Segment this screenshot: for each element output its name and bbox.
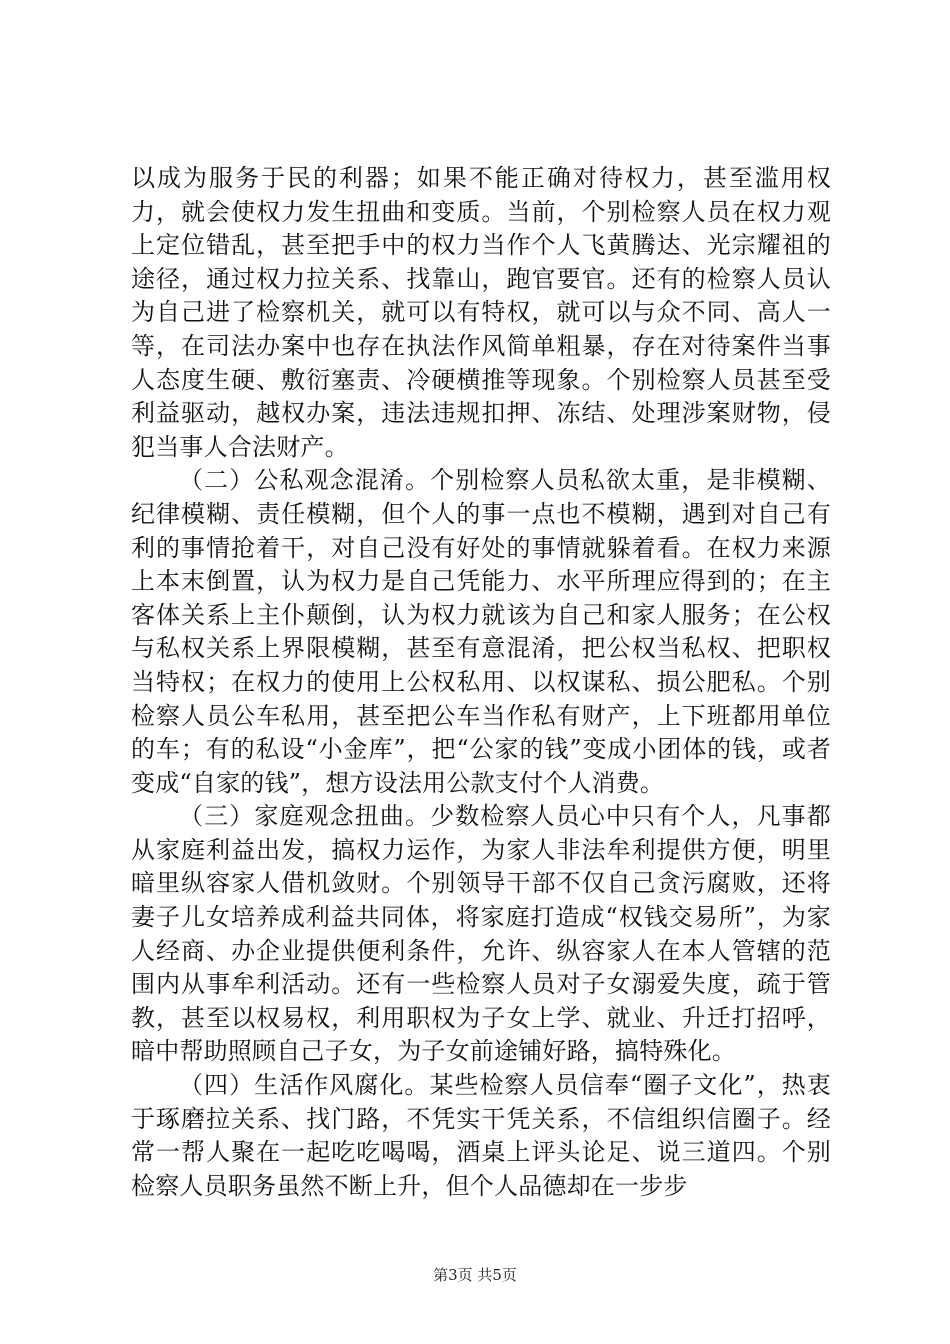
page-footer: 第3页 共5页 <box>433 1266 517 1284</box>
paragraph-3: （三）家庭观念扭曲。少数检察人员心中只有个人，凡事都从家庭利益出发，搞权力运作，为家人非法牟利提供方便，明里暗里纵容家人借机敛财。个别领导干部不仅自己贪污腐败，还将妻子儿女培养成利益共同体，将家庭打造成“权钱交易所”，为家人经商、办企业提供便利条件，允许、纵容家人在本人管辖的范围内从事牟利活动。还有一些检察人员对子女溺爱失度，疏于管教，甚至以权易权，利用职权为子女上学、就业、升迁打招呼，暗中帮助照顾自己子女，为子女前途铺好路，搞特殊化。 <box>131 802 831 1066</box>
paragraph-2: （二）公私观念混淆。个别检察人员私欲太重，是非模糊、纪律模糊、责任模糊，但个人的事一点也不模糊，遇到对自己有利的事情抢着干，对自己没有好处的事情就躲着看。在权力来源上本末倒置，认为权力是自己凭能力、水平所理应得到的；在主客体关系上主仆颠倒，认为权力就该为自己和家人服务；在公权与私权关系上界限模糊，甚至有意混淆，把公权当私权、把职权当特权；在权力的使用上公权私用、以权谋私、损公肥私。个别检察人员公车私用，甚至把公车当作私有财产，上下班都用单位的车；有的私设“小金库”，把“公家的钱”变成小团体的钱，或者变成“自家的钱”，想方设法用公款支付个人消费。 <box>131 466 831 797</box>
paragraph-4: （四）生活作风腐化。某些检察人员信奉“圈子文化”，热衷于琢磨拉关系、找门路，不凭实干凭关系，不信组织信圈子。经常一帮人聚在一起吃吃喝喝，酒桌上评头论足、说三道四。个别检察人员职务虽然不断上升，但个人品德却在一步步 <box>131 1071 831 1200</box>
paragraph-1: 以成为服务于民的利器；如果不能正确对待权力，甚至滥用权力，就会使权力发生扭曲和变质。当前，个别检察人员在权力观上定位错乱，甚至把手中的权力当作个人飞黄腾达、光宗耀祖的途径，通过权力拉关系、找靠山，跑官要官。还有的检察人员认为自己进了检察机关，就可以有特权，就可以与众不同、高人一等，在司法办案中也存在执法作风简单粗暴，存在对待案件当事人态度生硬、敷衍塞责、冷硬横推等现象。个别检察人员甚至受利益驱动，越权办案，违法违规扣押、冻结、处理涉案财物，侵犯当事人合法财产。 <box>131 164 831 461</box>
document-body <box>131 162 831 1203</box>
